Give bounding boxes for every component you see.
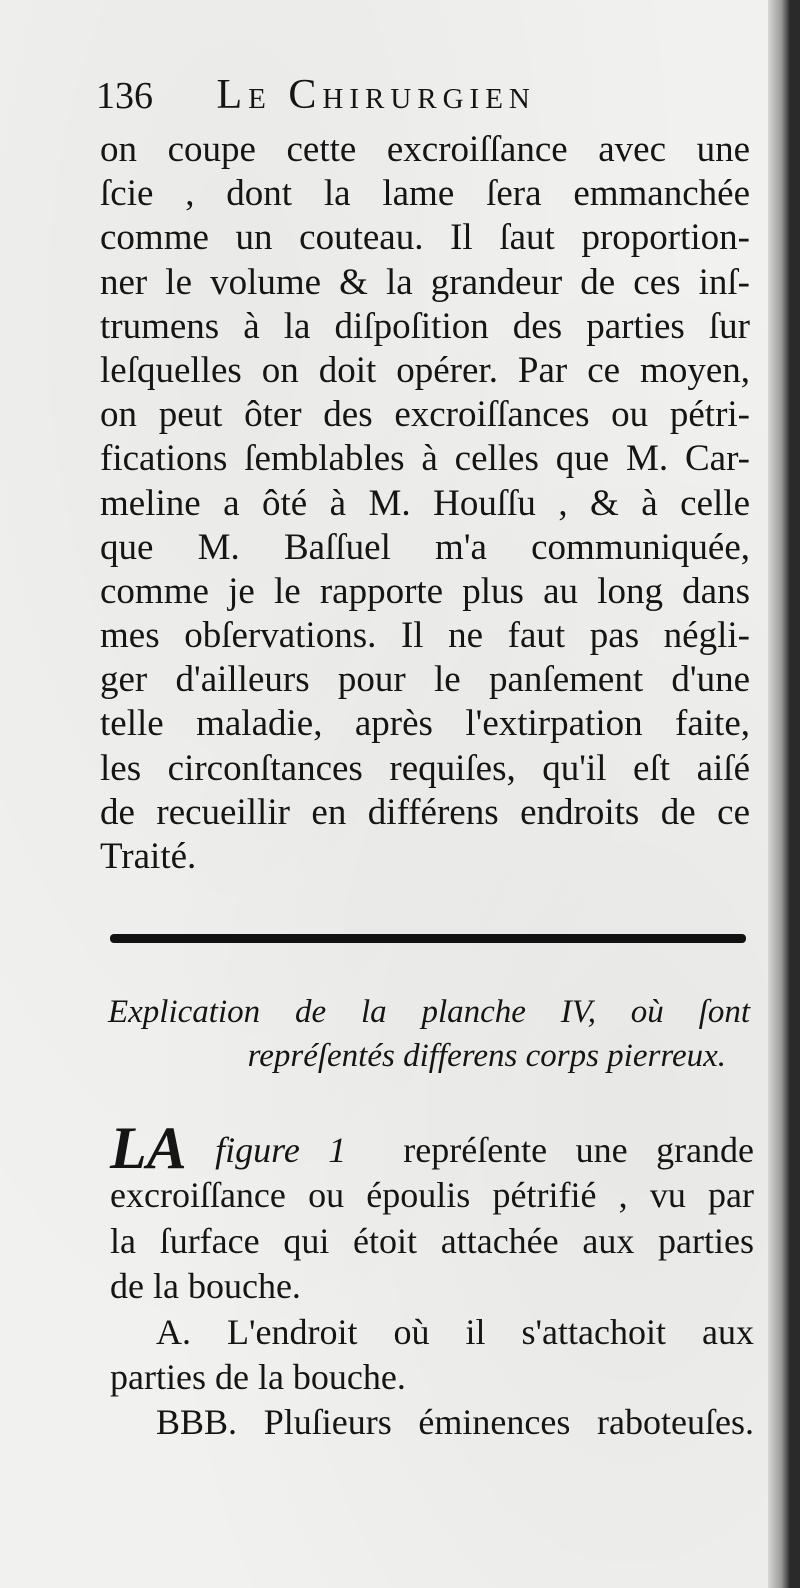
text-line: meline a ôté à M. Houſſu , & à celle: [100, 482, 750, 524]
text-line: ner le volume & la grandeur de ces inſ-: [100, 261, 750, 303]
text-line: la ſurface qui étoit attachée aux parties: [110, 1220, 754, 1261]
text-fragment: repréſente une grande: [403, 1130, 755, 1170]
figure-description: [110, 1115, 755, 1446]
text-line: ſcie , dont la lame ſera emmanchée: [100, 173, 750, 215]
text-line: que M. Baſſuel m'a communiquée,: [100, 526, 750, 568]
text-line: les circonſtances requiſes, qu'il eſt aiſé: [100, 747, 750, 789]
text-line: trumens à la diſpoſition des parties ſur: [100, 305, 750, 347]
section-divider-rule: [110, 934, 746, 943]
body-paragraph: [100, 128, 750, 879]
text-line: de recueillir en différens endroits de ce: [100, 791, 750, 833]
text-line: excroiſſance ou époulis pétrifié , vu par: [110, 1175, 754, 1216]
text-line: on peut ôter des excroiſſances ou pétri-: [100, 394, 750, 436]
caption-line: repréſentés differens corps pierreux.: [247, 1038, 726, 1074]
text-line: ger d'ailleurs pour le panſement d'une: [100, 659, 750, 701]
legend-item-a-cont: parties de la bouche.: [110, 1356, 406, 1397]
legend-item-bbb: BBB. Pluſieurs éminences raboteuſes.: [156, 1402, 754, 1443]
text-line: telle maladie, après l'extirpation faite,: [100, 703, 750, 745]
page-gutter: [768, 0, 790, 1588]
text-line: de la bouche.: [110, 1266, 301, 1307]
page-header: [96, 68, 656, 122]
text-line: fications ſemblables à celles que M. Car-: [100, 438, 750, 480]
figure-reference: figure 1: [215, 1130, 347, 1170]
text-line-first: [110, 1115, 755, 1181]
plate-caption: [108, 990, 750, 1078]
text-line: leſquelles on doit opérer. Par ce moyen,: [100, 349, 750, 391]
text-line: on coupe cette excroiſſance avec une: [100, 129, 750, 170]
text-line: mes obſervations. Il ne faut pas négli-: [100, 615, 750, 657]
running-head: Le Chirurgien: [216, 72, 536, 118]
text-line: Traité.: [100, 836, 197, 877]
page-number: 136: [96, 75, 153, 117]
text-line: comme je le rapporte plus au long dans: [100, 570, 750, 612]
drop-cap: LA: [110, 1115, 187, 1181]
legend-item-a: A. L'endroit où il s'attachoit aux: [156, 1311, 754, 1352]
caption-line: Explication de la planche IV, où ſont: [108, 994, 750, 1030]
text-line: comme un couteau. Il ſaut proportion-: [100, 217, 750, 259]
